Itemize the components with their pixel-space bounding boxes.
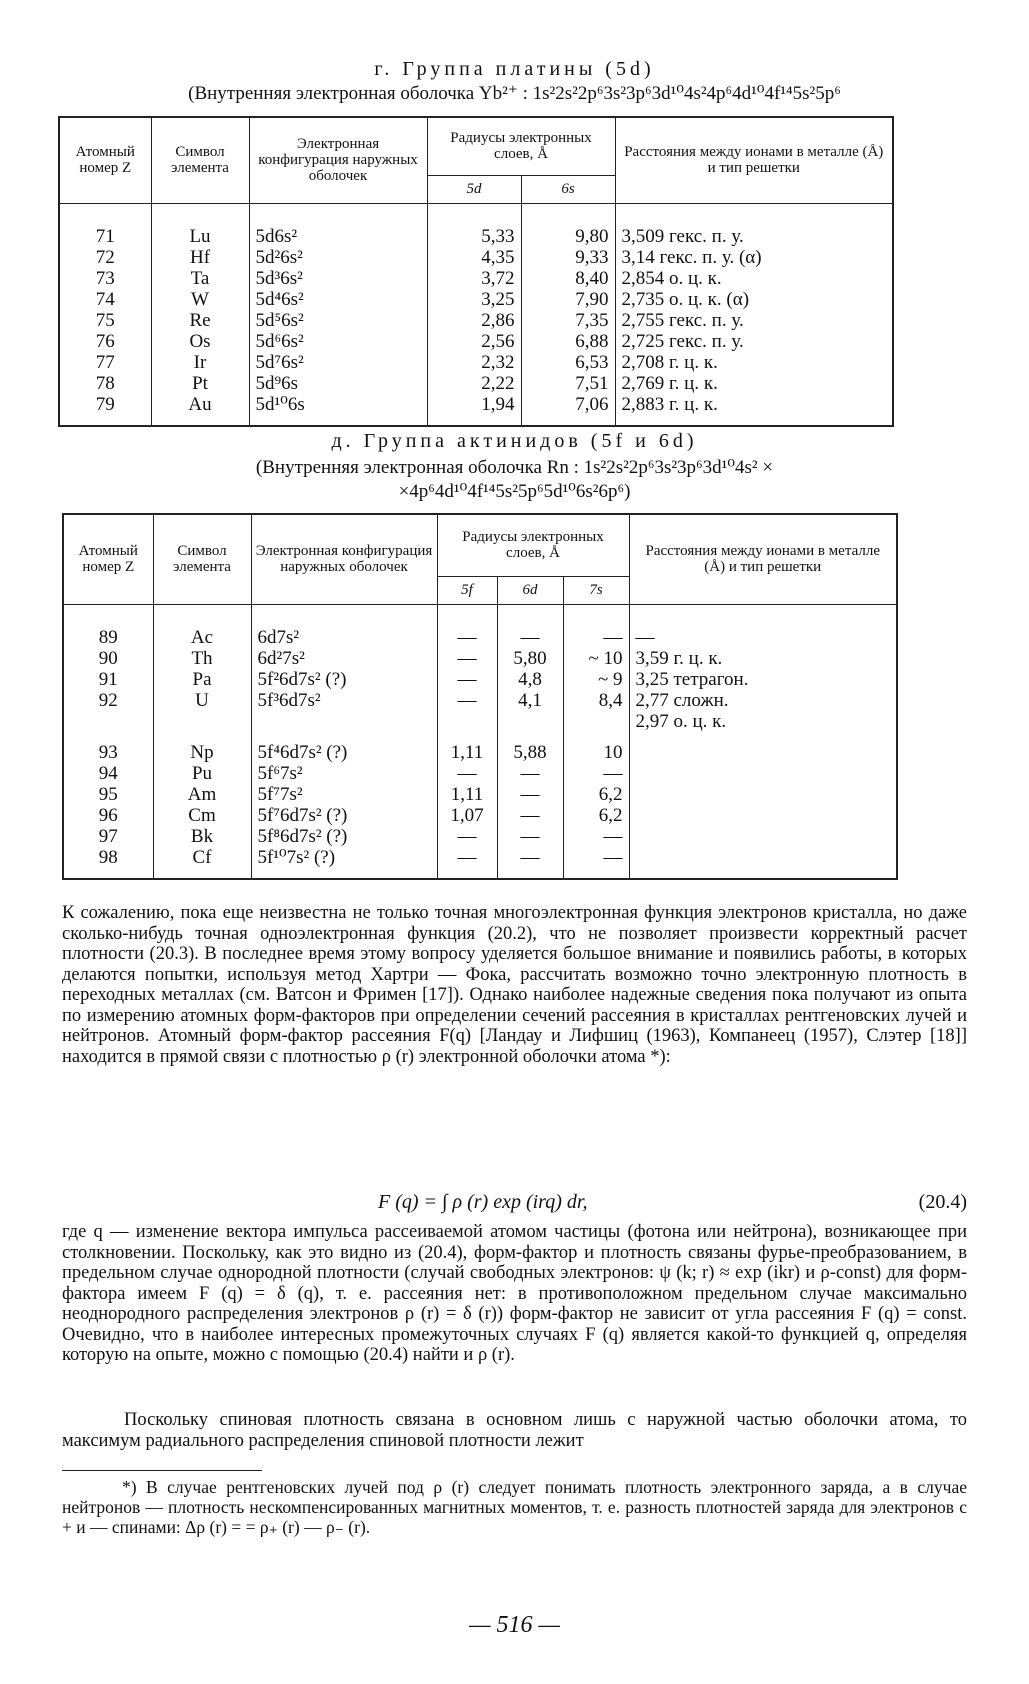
header-sub-6s: 6s bbox=[521, 175, 615, 203]
cell-radius-5d: 3,25 bbox=[427, 289, 521, 310]
cell-atomic-number: 91 bbox=[63, 669, 153, 690]
cell-radius-5d: 1,94 bbox=[427, 394, 521, 426]
cell-radius-5f: — bbox=[437, 627, 497, 648]
table-row bbox=[59, 268, 893, 289]
cell-radius-5f: — bbox=[437, 763, 497, 784]
cell-radius-7s: — bbox=[563, 847, 629, 879]
paragraph-3: Поскольку спиновая плотность связана в основном лишь с наружной частью оболочки атома, то максимум радиального распределения спиновой плотности лежит bbox=[62, 1410, 967, 1451]
cell-radius-7s: — bbox=[563, 826, 629, 847]
cell-radius-5d: 3,72 bbox=[427, 268, 521, 289]
cell-radius-6s: 6,88 bbox=[521, 331, 615, 352]
cell-distance: 2,854 о. ц. к. bbox=[615, 268, 893, 289]
cell-symbol: Ac bbox=[153, 627, 251, 648]
section-d-shell-line2: ×4p⁶4d¹⁰4f¹⁴5s²5p⁶5d¹⁰6s²6p⁶) bbox=[398, 481, 631, 502]
cell-radius-5f: — bbox=[437, 847, 497, 879]
cell-radius-6s: 6,53 bbox=[521, 352, 615, 373]
header-symbol: Символ элемента bbox=[151, 117, 249, 203]
cell-distance: 3,509 гекс. п. у. bbox=[615, 226, 893, 247]
cell-config: 6d7s² bbox=[251, 627, 437, 648]
formula-number: (20.4) bbox=[918, 1191, 967, 1213]
spacer-row bbox=[63, 604, 897, 627]
platinum-group-table bbox=[58, 116, 894, 427]
cell-symbol: Hf bbox=[151, 247, 249, 268]
cell-radius-7s: ~ 10 bbox=[563, 648, 629, 669]
cell-radius-6d: — bbox=[497, 627, 563, 648]
cell-symbol: Pt bbox=[151, 373, 249, 394]
section-g-title: г. Группа платины (5d) bbox=[374, 58, 655, 80]
table-row bbox=[63, 784, 897, 805]
cell-radius-7s: 6,2 bbox=[563, 805, 629, 826]
cell-atomic-number: 90 bbox=[63, 648, 153, 669]
header-config: Электронная конфигурация наружных оболочек bbox=[249, 117, 427, 203]
header-atomic-number: Атомный номер Z bbox=[59, 117, 151, 203]
footnote: *) В случае рентгеновских лучей под ρ (r) следует понимать плотность электронного заряда, а в случае нейтронов — плотность нескомпенсированных магнитных моментов, т. е. разность плотностей заряда для электронов с + и — спинами: Δρ (r) = = ρ₊ (r) — ρ₋ (r). bbox=[62, 1477, 967, 1537]
cell-radius-6s: 7,90 bbox=[521, 289, 615, 310]
cell-atomic-number: 76 bbox=[59, 331, 151, 352]
header-symbol: Символ элемента bbox=[153, 514, 251, 604]
cell-radius-5d: 2,22 bbox=[427, 373, 521, 394]
cell-config: 5d⁵6s² bbox=[249, 310, 427, 331]
table-row bbox=[63, 690, 897, 711]
cell-atomic-number: 74 bbox=[59, 289, 151, 310]
cell-distance bbox=[629, 826, 897, 847]
cell-radius-5f: — bbox=[437, 826, 497, 847]
platinum-group-rows bbox=[59, 203, 893, 426]
table-row bbox=[59, 352, 893, 373]
cell-radius-5d: 2,32 bbox=[427, 352, 521, 373]
cell-radius-6d bbox=[497, 711, 563, 732]
header-radii: Радиусы электронных слоев, Å bbox=[437, 514, 629, 576]
cell-radius-5d: 2,56 bbox=[427, 331, 521, 352]
cell-distance: 2,735 о. ц. к. (α) bbox=[615, 289, 893, 310]
cell-symbol: U bbox=[153, 690, 251, 711]
cell-config: 5f¹⁰7s² (?) bbox=[251, 847, 437, 879]
cell-symbol: Ta bbox=[151, 268, 249, 289]
table-row bbox=[59, 310, 893, 331]
cell-atomic-number: 78 bbox=[59, 373, 151, 394]
cell-radius-6s: 7,35 bbox=[521, 310, 615, 331]
cell-distance bbox=[629, 805, 897, 826]
cell-radius-6s: 9,33 bbox=[521, 247, 615, 268]
cell-distance: 2,77 сложн. bbox=[629, 690, 897, 711]
cell-config: 5d⁷6s² bbox=[249, 352, 427, 373]
actinide-group-table bbox=[62, 513, 898, 880]
spacer-row bbox=[59, 203, 893, 226]
cell-atomic-number: 73 bbox=[59, 268, 151, 289]
cell-atomic-number: 72 bbox=[59, 247, 151, 268]
cell-symbol: Th bbox=[153, 648, 251, 669]
table-row bbox=[63, 805, 897, 826]
cell-config bbox=[251, 711, 437, 732]
cell-radius-6d: — bbox=[497, 763, 563, 784]
page-number: — 516 — bbox=[469, 1612, 560, 1638]
table-row bbox=[63, 648, 897, 669]
cell-symbol: Cf bbox=[153, 847, 251, 879]
cell-distance: 2,883 г. ц. к. bbox=[615, 394, 893, 426]
header-config: Электронная конфигурация наружных оболочек bbox=[251, 514, 437, 604]
cell-radius-5f: 1,11 bbox=[437, 784, 497, 805]
cell-symbol: Am bbox=[153, 784, 251, 805]
cell-atomic-number: 96 bbox=[63, 805, 153, 826]
cell-distance: 2,755 гекс. п. у. bbox=[615, 310, 893, 331]
cell-symbol: Bk bbox=[153, 826, 251, 847]
table-row bbox=[63, 669, 897, 690]
table-row bbox=[59, 394, 893, 426]
cell-radius-7s: — bbox=[563, 763, 629, 784]
cell-atomic-number: 77 bbox=[59, 352, 151, 373]
actinide-group-rows bbox=[63, 604, 897, 879]
cell-symbol: Np bbox=[153, 732, 251, 763]
cell-config: 5d¹⁰6s bbox=[249, 394, 427, 426]
cell-radius-5d: 4,35 bbox=[427, 247, 521, 268]
cell-radius-7s: 6,2 bbox=[563, 784, 629, 805]
header-sub-5d: 5d bbox=[427, 175, 521, 203]
header-sub-6d: 6d bbox=[497, 576, 563, 604]
cell-symbol: Re bbox=[151, 310, 249, 331]
cell-distance: 2,97 о. ц. к. bbox=[629, 711, 897, 732]
cell-distance: 2,769 г. ц. к. bbox=[615, 373, 893, 394]
cell-radius-6d: — bbox=[497, 805, 563, 826]
formula-expression: F (q) = ∫ ρ (r) exp (irq) dr, bbox=[378, 1191, 588, 1213]
cell-radius-6s: 7,06 bbox=[521, 394, 615, 426]
cell-radius-5d: 2,86 bbox=[427, 310, 521, 331]
table-row bbox=[63, 732, 897, 763]
cell-atomic-number: 95 bbox=[63, 784, 153, 805]
cell-config: 5d⁴6s² bbox=[249, 289, 427, 310]
cell-radius-6s: 9,80 bbox=[521, 226, 615, 247]
table-row bbox=[63, 627, 897, 648]
cell-distance: — bbox=[629, 627, 897, 648]
section-g-shell: (Внутренняя электронная оболочка Yb²⁺ : 1s²2s²2p⁶3s²3p⁶3d¹⁰4s²4p⁶4d¹⁰4f¹⁴5s²5p⁶ bbox=[188, 83, 841, 104]
cell-symbol: Ir bbox=[151, 352, 249, 373]
cell-atomic-number: 97 bbox=[63, 826, 153, 847]
cell-config: 5f⁷7s² bbox=[251, 784, 437, 805]
cell-symbol: Au bbox=[151, 394, 249, 426]
formula-20-4 bbox=[0, 1183, 1029, 1223]
cell-radius-5f: — bbox=[437, 648, 497, 669]
cell-distance bbox=[629, 847, 897, 879]
cell-atomic-number: 75 bbox=[59, 310, 151, 331]
table-row bbox=[63, 847, 897, 879]
table-row bbox=[59, 373, 893, 394]
cell-config: 5f⁶7s² bbox=[251, 763, 437, 784]
cell-symbol: W bbox=[151, 289, 249, 310]
cell-distance: 3,59 г. ц. к. bbox=[629, 648, 897, 669]
paragraph-2: где q — изменение вектора импульса рассеиваемой атомом частицы (фотона или нейтрона), возникающее при столкновении. Поскольку, как это видно из (20.4), форм-фактор и плотность связаны фурье-преобразованием, в предельном случае однородной плотности (случай свободных электронов: ψ (k; r) ≈ exp (ikr) и ρ-const) для форм-фактора имеем F (q) = δ (q), т. е. рассеяния нет: в противоположном предельном случае максимально неоднородного распределения электронов ρ (r) = δ (r)) форм-фактор не зависит от угла рассеяния F (q) = const. Очевидно, что в наиболее интересных промежуточных случаях F (q) является какой-то функцией q, определяя которую на опыте, можно с помощью (20.4) найти и ρ (r). bbox=[62, 1222, 967, 1365]
cell-config: 5d⁶6s² bbox=[249, 331, 427, 352]
cell-atomic-number: 93 bbox=[63, 732, 153, 763]
cell-atomic-number: 98 bbox=[63, 847, 153, 879]
header-atomic-number: Атомный номер Z bbox=[63, 514, 153, 604]
cell-atomic-number: 89 bbox=[63, 627, 153, 648]
cell-config: 5f⁷6d7s² (?) bbox=[251, 805, 437, 826]
header-distances: Расстояния между ионами в металле (Å) и тип решетки bbox=[629, 514, 897, 604]
table-row bbox=[59, 331, 893, 352]
cell-radius-5f: — bbox=[437, 690, 497, 711]
cell-atomic-number: 92 bbox=[63, 690, 153, 711]
cell-symbol bbox=[153, 711, 251, 732]
table-row bbox=[63, 711, 897, 732]
cell-distance: 2,725 гекс. п. у. bbox=[615, 331, 893, 352]
cell-atomic-number: 94 bbox=[63, 763, 153, 784]
cell-config: 5f³6d7s² bbox=[251, 690, 437, 711]
header-radii: Радиусы электронных слоев, Å bbox=[427, 117, 615, 175]
cell-radius-6s: 8,40 bbox=[521, 268, 615, 289]
cell-radius-6d: 5,80 bbox=[497, 648, 563, 669]
paragraph-1: К сожалению, пока еще неизвестна не только точная многоэлектронная функция электронов кристалла, но даже сколько-нибудь точная одноэлектронная функция (20.2), что не позволяет произвести корректный расчет плотности (20.3). В последнее время этому вопросу уделяется большое внимание и появились работы, в которых делаются попытки, используя метод Хартри — Фока, рассчитать возможно точно электронную плотность в переходных металлах (см. Ватсон и Фримен [17]). Однако наиболее надежные сведения пока получают из опыта по измерению атомных форм-факторов при определении сечений рассеяния в кристаллах рентгеновских лучей и нейтронов. Атомный форм-фактор рассеяния F(q) [Ландау и Лифшиц (1963), Компанеец (1957), Слэтер [18]] находится в прямой связи с плотностью ρ (r) электронной оболочки атома *): bbox=[62, 903, 967, 1067]
cell-radius-5f bbox=[437, 711, 497, 732]
header-sub-7s: 7s bbox=[563, 576, 629, 604]
table-row bbox=[63, 763, 897, 784]
table-row bbox=[59, 226, 893, 247]
cell-radius-5f: — bbox=[437, 669, 497, 690]
cell-radius-5f: 1,11 bbox=[437, 732, 497, 763]
cell-symbol: Os bbox=[151, 331, 249, 352]
table-row bbox=[59, 289, 893, 310]
cell-distance bbox=[629, 763, 897, 784]
cell-config: 6d²7s² bbox=[251, 648, 437, 669]
cell-radius-6d: 4,1 bbox=[497, 690, 563, 711]
section-d-title: д. Группа актинидов (5f и 6d) bbox=[331, 430, 698, 452]
table-row bbox=[59, 247, 893, 268]
cell-atomic-number: 79 bbox=[59, 394, 151, 426]
cell-distance bbox=[629, 732, 897, 763]
cell-radius-6d: — bbox=[497, 847, 563, 879]
cell-distance: 2,708 г. ц. к. bbox=[615, 352, 893, 373]
cell-radius-7s: 10 bbox=[563, 732, 629, 763]
cell-radius-6d: 4,8 bbox=[497, 669, 563, 690]
table-row bbox=[63, 826, 897, 847]
cell-config: 5d³6s² bbox=[249, 268, 427, 289]
cell-radius-7s: ~ 9 bbox=[563, 669, 629, 690]
cell-config: 5d²6s² bbox=[249, 247, 427, 268]
cell-distance: 3,25 тетрагон. bbox=[629, 669, 897, 690]
cell-radius-6s: 7,51 bbox=[521, 373, 615, 394]
cell-symbol: Lu bbox=[151, 226, 249, 247]
cell-radius-6d: — bbox=[497, 826, 563, 847]
cell-distance bbox=[629, 784, 897, 805]
cell-config: 5d6s² bbox=[249, 226, 427, 247]
header-sub-5f: 5f bbox=[437, 576, 497, 604]
cell-symbol: Cm bbox=[153, 805, 251, 826]
cell-radius-6d: — bbox=[497, 784, 563, 805]
cell-radius-5f: 1,07 bbox=[437, 805, 497, 826]
section-d-shell-line1: (Внутренняя электронная оболочка Rn : 1s²2s²2p⁶3s²3p⁶3d¹⁰4s² × bbox=[255, 457, 774, 478]
cell-symbol: Pa bbox=[153, 669, 251, 690]
cell-config: 5f⁴6d7s² (?) bbox=[251, 732, 437, 763]
cell-radius-7s: — bbox=[563, 627, 629, 648]
cell-symbol: Pu bbox=[153, 763, 251, 784]
cell-config: 5d⁹6s bbox=[249, 373, 427, 394]
cell-config: 5f²6d7s² (?) bbox=[251, 669, 437, 690]
cell-radius-6d: 5,88 bbox=[497, 732, 563, 763]
cell-atomic-number: 71 bbox=[59, 226, 151, 247]
cell-atomic-number bbox=[63, 711, 153, 732]
footnote-rule bbox=[62, 1470, 262, 1471]
cell-distance: 3,14 гекс. п. у. (α) bbox=[615, 247, 893, 268]
cell-radius-5d: 5,33 bbox=[427, 226, 521, 247]
cell-radius-7s bbox=[563, 711, 629, 732]
cell-config: 5f⁸6d7s² (?) bbox=[251, 826, 437, 847]
cell-radius-7s: 8,4 bbox=[563, 690, 629, 711]
header-distances: Расстояния между ионами в металле (Å) и тип решетки bbox=[615, 117, 893, 203]
